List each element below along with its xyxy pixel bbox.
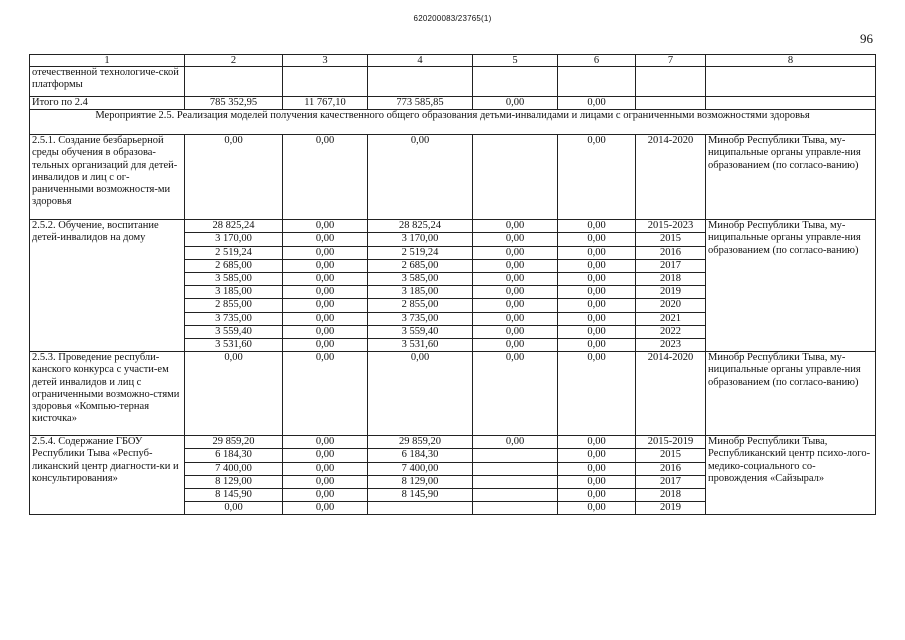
- table-cell: 7 400,00: [368, 462, 473, 475]
- table-cell: 2020: [636, 299, 706, 312]
- table-cell: [473, 67, 558, 97]
- table-cell: 2014-2020: [636, 135, 706, 220]
- table-cell: 0,00: [473, 436, 558, 449]
- table-cell: 2016: [636, 246, 706, 259]
- table-cell: 0,00: [558, 286, 636, 299]
- table-cell: 2016: [636, 462, 706, 475]
- table-cell: 2023: [636, 339, 706, 352]
- table-cell: 0,00: [283, 339, 368, 352]
- table-cell: 0,00: [185, 135, 283, 220]
- table-cell: 0,00: [558, 475, 636, 488]
- table-cell: 0,00: [283, 489, 368, 502]
- table-cell: 0,00: [283, 312, 368, 325]
- table-cell: 0,00: [473, 220, 558, 233]
- table-row: [30, 436, 876, 449]
- table-cell: 0,00: [558, 135, 636, 220]
- table-cell: 0,00: [558, 97, 636, 110]
- table-cell: 0,00: [558, 246, 636, 259]
- table-cell: 0,00: [283, 286, 368, 299]
- table-cell: [185, 67, 283, 97]
- item-name: 2.5.2. Обучение, воспитание детей-инвалидов на дому: [30, 220, 185, 352]
- table-cell: 2 519,24: [185, 246, 283, 259]
- table-cell: 8 129,00: [368, 475, 473, 488]
- table-cell: 0,00: [558, 233, 636, 246]
- table-cell: 2 685,00: [185, 259, 283, 272]
- table-cell: 3 735,00: [368, 312, 473, 325]
- column-header: 5: [473, 55, 558, 67]
- table-cell: 2017: [636, 475, 706, 488]
- table-row: [30, 220, 876, 233]
- table-cell: 0,00: [558, 462, 636, 475]
- responsible-org: Минобр Республики Тыва, му-ниципальные органы управле-ния образованием (по согласо-ванию): [706, 135, 876, 220]
- table-cell: 2019: [636, 502, 706, 515]
- table-row: [30, 67, 876, 97]
- table-cell: 2018: [636, 273, 706, 286]
- table-cell: 0,00: [283, 259, 368, 272]
- table-cell: 0,00: [185, 352, 283, 436]
- table-cell: 0,00: [558, 299, 636, 312]
- table-cell: 0,00: [473, 339, 558, 352]
- table-cell: 0,00: [558, 339, 636, 352]
- table-cell: 11 767,10: [283, 97, 368, 110]
- table-row: [30, 135, 876, 220]
- table-cell: [473, 489, 558, 502]
- table-cell: [473, 475, 558, 488]
- header-row: [30, 55, 876, 67]
- table-cell: 0,00: [283, 220, 368, 233]
- table-cell: 0,00: [558, 220, 636, 233]
- table-cell: 3 531,60: [185, 339, 283, 352]
- table-cell: 0,00: [283, 449, 368, 462]
- column-header: 6: [558, 55, 636, 67]
- item-name: 2.5.3. Проведение республи-канского конкурса с участи-ем детей инвалидов и лиц с ограниченными возможно-стями здоровья «Компью-терная кисточка»: [30, 352, 185, 436]
- table-row: [30, 352, 876, 436]
- table-cell: 2015: [636, 449, 706, 462]
- item-name: 2.5.4. Содержание ГБОУ Республики Тыва «Респуб-ликанский центр диагности-ки и консультирования»: [30, 436, 185, 515]
- column-header: 2: [185, 55, 283, 67]
- table-cell: 8 145,90: [185, 489, 283, 502]
- table-cell: [473, 135, 558, 220]
- table-cell: [473, 502, 558, 515]
- table-cell: 0,00: [283, 352, 368, 436]
- table-cell: 2015-2019: [636, 436, 706, 449]
- table-cell: 7 400,00: [185, 462, 283, 475]
- item-name: 2.5.1. Создание безбарьерной среды обучения в образова-тельных организаций для детей-инвалидов и лиц с ог-раниченными возможностя-ми здоровья: [30, 135, 185, 220]
- table-cell: 29 859,20: [368, 436, 473, 449]
- column-header: 8: [706, 55, 876, 67]
- table-cell: 2022: [636, 325, 706, 338]
- table-cell: 0,00: [283, 325, 368, 338]
- table-cell: 0,00: [283, 135, 368, 220]
- table-cell: 29 859,20: [185, 436, 283, 449]
- document-id: 620200083/23765(1): [413, 14, 492, 23]
- table-cell: [368, 67, 473, 97]
- table-cell: 3 185,00: [368, 286, 473, 299]
- total-row: [30, 97, 876, 110]
- table-cell: 0,00: [473, 352, 558, 436]
- table-cell: 0,00: [473, 273, 558, 286]
- table-cell: 0,00: [283, 475, 368, 488]
- table-cell: [706, 97, 876, 110]
- table-cell: 2 855,00: [368, 299, 473, 312]
- table-cell: 0,00: [368, 135, 473, 220]
- table-cell: 0,00: [283, 502, 368, 515]
- table-cell: 0,00: [473, 312, 558, 325]
- table-cell: 0,00: [558, 502, 636, 515]
- table-cell: 2017: [636, 259, 706, 272]
- table-cell: 0,00: [283, 246, 368, 259]
- table-cell: 0,00: [558, 352, 636, 436]
- table-cell: 0,00: [283, 436, 368, 449]
- responsible-org: Минобр Республики Тыва, му-ниципальные органы управле-ния образованием (по согласо-ванию): [706, 220, 876, 352]
- responsible-org: Минобр Республики Тыва, му-ниципальные органы управле-ния образованием (по согласо-ванию): [706, 352, 876, 436]
- page-number: 96: [860, 31, 873, 46]
- budget-table: [29, 54, 876, 515]
- item-name: отечественной технологиче-ской платформы: [30, 67, 185, 97]
- column-header: 1: [30, 55, 185, 67]
- table-cell: 0,00: [283, 462, 368, 475]
- table-cell: 3 531,60: [368, 339, 473, 352]
- table-cell: 2 685,00: [368, 259, 473, 272]
- table-cell: [473, 449, 558, 462]
- table-cell: 2015: [636, 233, 706, 246]
- column-header: 3: [283, 55, 368, 67]
- table-cell: 2015-2023: [636, 220, 706, 233]
- table-cell: 0,00: [558, 312, 636, 325]
- table-cell: 0,00: [283, 233, 368, 246]
- table-cell: 6 184,30: [185, 449, 283, 462]
- table-cell: 3 735,00: [185, 312, 283, 325]
- section-title: Мероприятие 2.5. Реализация моделей получения качественного общего образования детьми-инвалидами и лицами с ограниченными возможностями здоровья: [30, 110, 876, 135]
- table-cell: 2018: [636, 489, 706, 502]
- section-row: [30, 110, 876, 135]
- table-cell: 2019: [636, 286, 706, 299]
- table-cell: [473, 462, 558, 475]
- table-cell: 2021: [636, 312, 706, 325]
- table-cell: 3 185,00: [185, 286, 283, 299]
- table-cell: 773 585,85: [368, 97, 473, 110]
- table-cell: 2 855,00: [185, 299, 283, 312]
- column-header: 7: [636, 55, 706, 67]
- table-cell: 2 519,24: [368, 246, 473, 259]
- table-cell: 3 585,00: [185, 273, 283, 286]
- table-cell: 0,00: [558, 489, 636, 502]
- table-cell: [706, 67, 876, 97]
- table-cell: 28 825,24: [368, 220, 473, 233]
- table-cell: 0,00: [368, 352, 473, 436]
- table-cell: [368, 502, 473, 515]
- table-cell: 0,00: [473, 325, 558, 338]
- table-cell: 0,00: [558, 325, 636, 338]
- column-header: 4: [368, 55, 473, 67]
- table-cell: 3 585,00: [368, 273, 473, 286]
- table-cell: [636, 97, 706, 110]
- table-cell: 3 170,00: [368, 233, 473, 246]
- table-cell: 0,00: [473, 259, 558, 272]
- table-cell: 3 559,40: [368, 325, 473, 338]
- table-cell: 0,00: [185, 502, 283, 515]
- table-cell: 0,00: [473, 286, 558, 299]
- table-cell: 0,00: [473, 246, 558, 259]
- table-cell: [636, 67, 706, 97]
- responsible-org: Минобр Республики Тыва, Республиканский центр психо-лого-медико-социального со-провождения «Сайзырал»: [706, 436, 876, 515]
- table-cell: 0,00: [558, 273, 636, 286]
- table-cell: [283, 67, 368, 97]
- item-name: Итого по 2.4: [30, 97, 185, 110]
- table-cell: 0,00: [283, 299, 368, 312]
- table-cell: 0,00: [473, 233, 558, 246]
- table-cell: 3 170,00: [185, 233, 283, 246]
- table-cell: 28 825,24: [185, 220, 283, 233]
- table-cell: 0,00: [473, 97, 558, 110]
- table-cell: 8 145,90: [368, 489, 473, 502]
- table-cell: 6 184,30: [368, 449, 473, 462]
- table-cell: 3 559,40: [185, 325, 283, 338]
- table-cell: 0,00: [558, 259, 636, 272]
- table-cell: 785 352,95: [185, 97, 283, 110]
- table-cell: 2014-2020: [636, 352, 706, 436]
- table-cell: 0,00: [283, 273, 368, 286]
- table-cell: [558, 67, 636, 97]
- table-cell: 8 129,00: [185, 475, 283, 488]
- table-cell: 0,00: [558, 449, 636, 462]
- table-cell: 0,00: [558, 436, 636, 449]
- table-cell: 0,00: [473, 299, 558, 312]
